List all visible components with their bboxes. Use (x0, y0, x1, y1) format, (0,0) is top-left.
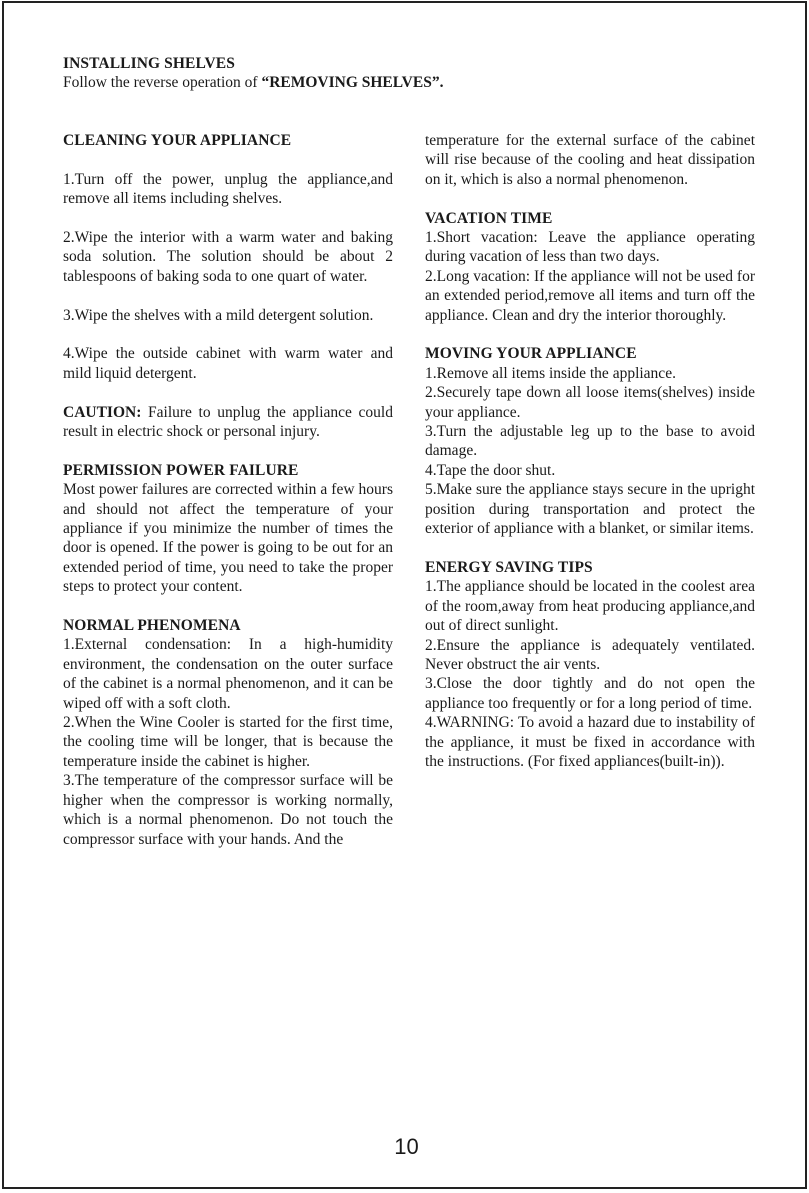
installing-text (63, 73, 753, 93)
normal-item-3: 3.The temperature of the compressor surface will be higher when the compressor is working normally, which is a normal phenomenon. Do not touch the compressor surface with your hands. And the (63, 772, 393, 848)
installing-text-pre: Follow the reverse operation of (63, 74, 262, 92)
moving-item-1: 1.Remove all items inside the appliance. (425, 364, 676, 382)
moving-item-4: 4.Tape the door shut. (425, 461, 556, 479)
moving-item-3: 3.Turn the adjustable leg up to the base to avoid damage. (425, 423, 755, 460)
normal-item-3-continued: temperature for the external surface of the cabinet will rise because of the cooling and heat dissipation on it, which is also a normal phenomenon. (425, 132, 755, 188)
cleaning-item-4: 4.Wipe the outside cabinet with warm water and mild liquid detergent. (63, 345, 393, 382)
vacation-heading: VACATION TIME (425, 209, 553, 227)
energy-item-2: 2.Ensure the appliance is adequately ventilated. Never obstruct the air vents. (425, 636, 755, 673)
cleaning-heading: CLEANING YOUR APPLIANCE (63, 132, 292, 149)
energy-item-4: 4.WARNING: To avoid a hazard due to instability of the appliance, it must be fixed in accordance with the instructions. (For fixed appliances(built-in)). (425, 714, 755, 770)
cleaning-item-1: 1.Turn off the power, unplug the appliance,and remove all items including shelves. (63, 170, 393, 208)
manual-page (2, 1, 807, 1189)
energy-item-3: 3.Close the door tightly and do not open the appliance too frequently or for a long period of time. (425, 675, 755, 712)
normal-item-2: 2.When the Wine Cooler is started for the first time, the cooling time will be longer, that is because the temperature inside the cabinet is higher. (63, 714, 393, 770)
left-column (63, 131, 393, 849)
normal-heading: NORMAL PHENOMENA (63, 617, 241, 635)
cleaning-item-3: 3.Wipe the shelves with a mild detergent solution. (63, 306, 374, 324)
energy-heading: ENERGY SAVING TIPS (425, 558, 593, 576)
vacation-item-1: 1.Short vacation: Leave the appliance operating during vacation of less than two days. (425, 229, 755, 266)
moving-item-5: 5.Make sure the appliance stays secure in the upright position during transportation and protect the exterior of appliance with a blanket, or similar items. (425, 481, 755, 538)
energy-item-1: 1.The appliance should be located in the coolest area of the room,away from heat producing appliance,and out of direct sunlight. (425, 578, 755, 635)
cleaning-item-2: 2.Wipe the interior with a warm water and baking soda solution. The solution should be about 2 tablespoons of baking soda to one quart of water. (63, 229, 393, 285)
page-number: 10 (394, 1134, 419, 1159)
moving-heading: MOVING YOUR APPLIANCE (425, 345, 637, 363)
normal-item-1: 1.External condensation: In a high-humidity environment, the condensation on the outer surface of the cabinet is a normal phenomenon, and it can be wiped off with a soft cloth. (63, 636, 393, 712)
caution-text (63, 403, 393, 442)
caution-body: Failure to unplug the appliance could result in electric shock or personal injury. (63, 403, 393, 441)
vacation-item-2: 2.Long vacation: If the appliance will not be used for an extended period,remove all items and turn off the appliance. Clean and dry the interior thoroughly. (425, 267, 755, 324)
power-failure-text: Most power failures are corrected within a few hours and should not affect the temperature of your appliance if you minimize the number of times the door is opened. If the power is going to be out for an extended period of time, you need to take the proper steps to protect your content. (63, 481, 393, 596)
power-failure-heading: PERMISSION POWER FAILURE (63, 461, 299, 479)
installing-text-ref: “REMOVING SHELVES”. (261, 74, 444, 92)
right-column (425, 131, 755, 771)
installing-heading: INSTALLING SHELVES (63, 55, 235, 72)
moving-item-2: 2.Securely tape down all loose items(shelves) inside your appliance. (425, 384, 755, 421)
installing-section (63, 54, 753, 93)
caution-label: CAUTION: (63, 403, 142, 421)
